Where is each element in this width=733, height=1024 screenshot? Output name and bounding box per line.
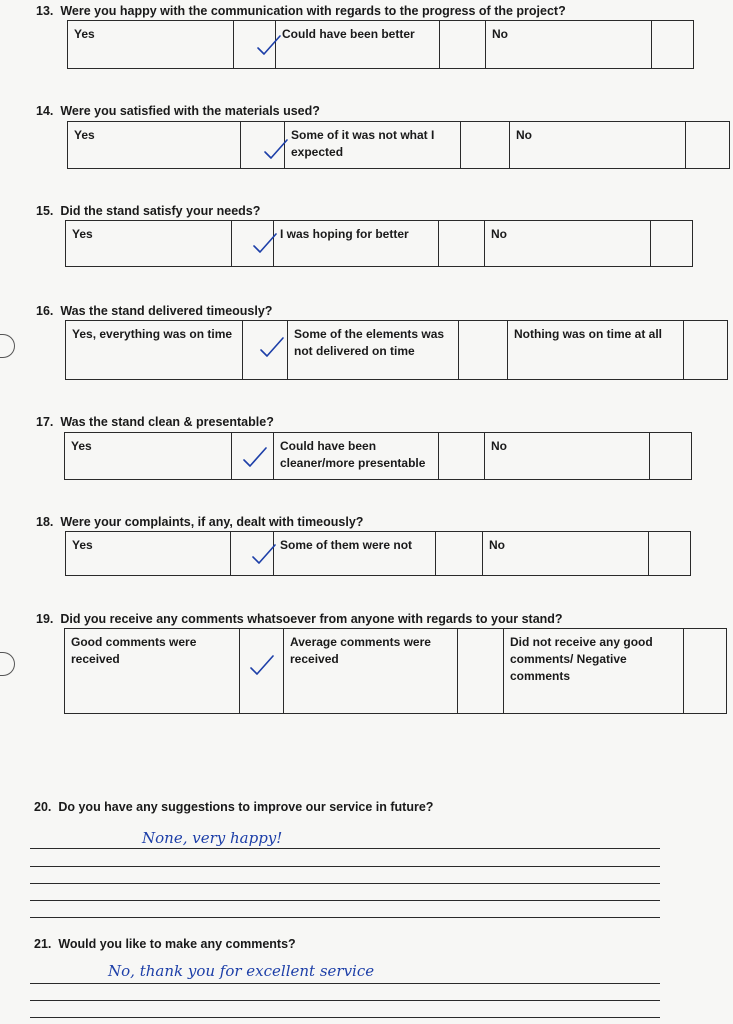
question-number: 13.: [36, 4, 54, 18]
question-text: Were you happy with the communication with regards to the progress of the project?: [60, 4, 566, 18]
answer-line: [30, 1000, 660, 1001]
check-mark-icon: [256, 34, 282, 56]
option-negative-comments[interactable]: Did not receive any good comments/ Negative comments: [504, 629, 684, 714]
answer-line: [30, 983, 660, 984]
answer-line: [30, 1017, 660, 1018]
question-number: 21.: [34, 937, 52, 951]
option-no-checkbox[interactable]: [651, 221, 693, 267]
question-19-options: [64, 628, 727, 714]
question-13-title: [36, 4, 566, 18]
option-yes[interactable]: Yes: [65, 433, 232, 480]
option-hoping-for-better[interactable]: I was hoping for better: [274, 221, 439, 267]
answer-21-handwriting[interactable]: No, thank you for excellent service: [108, 962, 375, 980]
option-hoping-for-better-checkbox[interactable]: [439, 221, 485, 267]
question-number: 19.: [36, 612, 54, 626]
question-text: Did you receive any comments whatsoever from anyone with regards to your stand?: [60, 612, 563, 626]
question-number: 20.: [34, 800, 52, 814]
question-17-options: [64, 432, 692, 480]
option-yes-on-time[interactable]: Yes, everything was on time: [66, 321, 243, 380]
question-15-title: [36, 204, 260, 218]
option-average-comments-checkbox[interactable]: [458, 629, 504, 714]
answer-line: [30, 917, 660, 918]
option-no-checkbox[interactable]: [686, 122, 730, 169]
option-no[interactable]: No: [485, 221, 651, 267]
check-mark-icon: [252, 232, 278, 254]
option-no[interactable]: No: [510, 122, 686, 169]
option-some-not-expected-checkbox[interactable]: [461, 122, 510, 169]
option-average-comments[interactable]: Average comments were received: [284, 629, 458, 714]
option-some-not-expected[interactable]: Some of it was not what I expected: [285, 122, 461, 169]
check-mark-icon: [249, 654, 275, 676]
answer-20-handwriting[interactable]: None, very happy!: [142, 829, 283, 847]
option-could-be-cleaner-checkbox[interactable]: [439, 433, 485, 480]
question-20-title: [34, 800, 433, 814]
answer-line: [30, 900, 660, 901]
option-yes[interactable]: Yes: [68, 21, 234, 69]
option-negative-comments-checkbox[interactable]: [684, 629, 727, 714]
option-could-be-cleaner[interactable]: Could have been cleaner/more presentable: [274, 433, 439, 480]
option-yes[interactable]: Yes: [66, 221, 232, 267]
answer-line: [30, 883, 660, 884]
question-number: 15.: [36, 204, 54, 218]
check-mark-icon: [242, 446, 268, 468]
option-no-checkbox[interactable]: [649, 532, 691, 576]
option-yes[interactable]: Yes: [68, 122, 241, 169]
option-some-were-not[interactable]: Some of them were not: [274, 532, 436, 576]
question-18-options: [65, 531, 691, 576]
option-nothing-on-time-checkbox[interactable]: [684, 321, 728, 380]
option-some-not-delivered[interactable]: Some of the elements was not delivered on time: [288, 321, 459, 380]
option-yes[interactable]: Yes: [66, 532, 231, 576]
check-mark-icon: [259, 336, 285, 358]
question-text: Would you like to make any comments?: [58, 937, 296, 951]
question-16-options: [65, 320, 728, 380]
option-no[interactable]: No: [485, 433, 650, 480]
question-text: Did the stand satisfy your needs?: [60, 204, 261, 218]
option-could-have-been-better[interactable]: Could have been better: [276, 21, 440, 69]
punch-hole-top: [0, 334, 15, 358]
question-number: 18.: [36, 515, 54, 529]
question-21-title: [34, 937, 296, 951]
option-no[interactable]: No: [483, 532, 649, 576]
option-nothing-on-time[interactable]: Nothing was on time at all: [508, 321, 684, 380]
question-text: Was the stand delivered timeously?: [60, 304, 273, 318]
question-19-title: [36, 612, 563, 626]
option-good-comments[interactable]: Good comments were received: [65, 629, 240, 714]
question-14-options: [67, 121, 730, 169]
check-mark-icon: [251, 543, 277, 565]
question-number: 14.: [36, 104, 54, 118]
question-14-title: [36, 104, 320, 118]
question-15-options: [65, 220, 693, 267]
option-some-not-delivered-checkbox[interactable]: [459, 321, 508, 380]
question-text: Was the stand clean & presentable?: [60, 415, 274, 429]
check-mark-icon: [263, 138, 289, 160]
question-text: Do you have any suggestions to improve our service in future?: [58, 800, 434, 814]
question-18-title: [36, 515, 363, 529]
option-no-checkbox[interactable]: [652, 21, 694, 69]
option-no[interactable]: No: [486, 21, 652, 69]
question-16-title: [36, 304, 272, 318]
question-text: Were you satisfied with the materials used?: [60, 104, 320, 118]
question-text: Were your complaints, if any, dealt with timeously?: [60, 515, 364, 529]
question-17-title: [36, 415, 274, 429]
option-some-were-not-checkbox[interactable]: [436, 532, 483, 576]
answer-line: [30, 848, 660, 849]
option-no-checkbox[interactable]: [650, 433, 692, 480]
question-number: 17.: [36, 415, 54, 429]
punch-hole-bottom: [0, 652, 15, 676]
question-number: 16.: [36, 304, 54, 318]
question-13-options: [67, 20, 694, 69]
option-could-have-been-better-checkbox[interactable]: [440, 21, 486, 69]
answer-line: [30, 866, 660, 867]
